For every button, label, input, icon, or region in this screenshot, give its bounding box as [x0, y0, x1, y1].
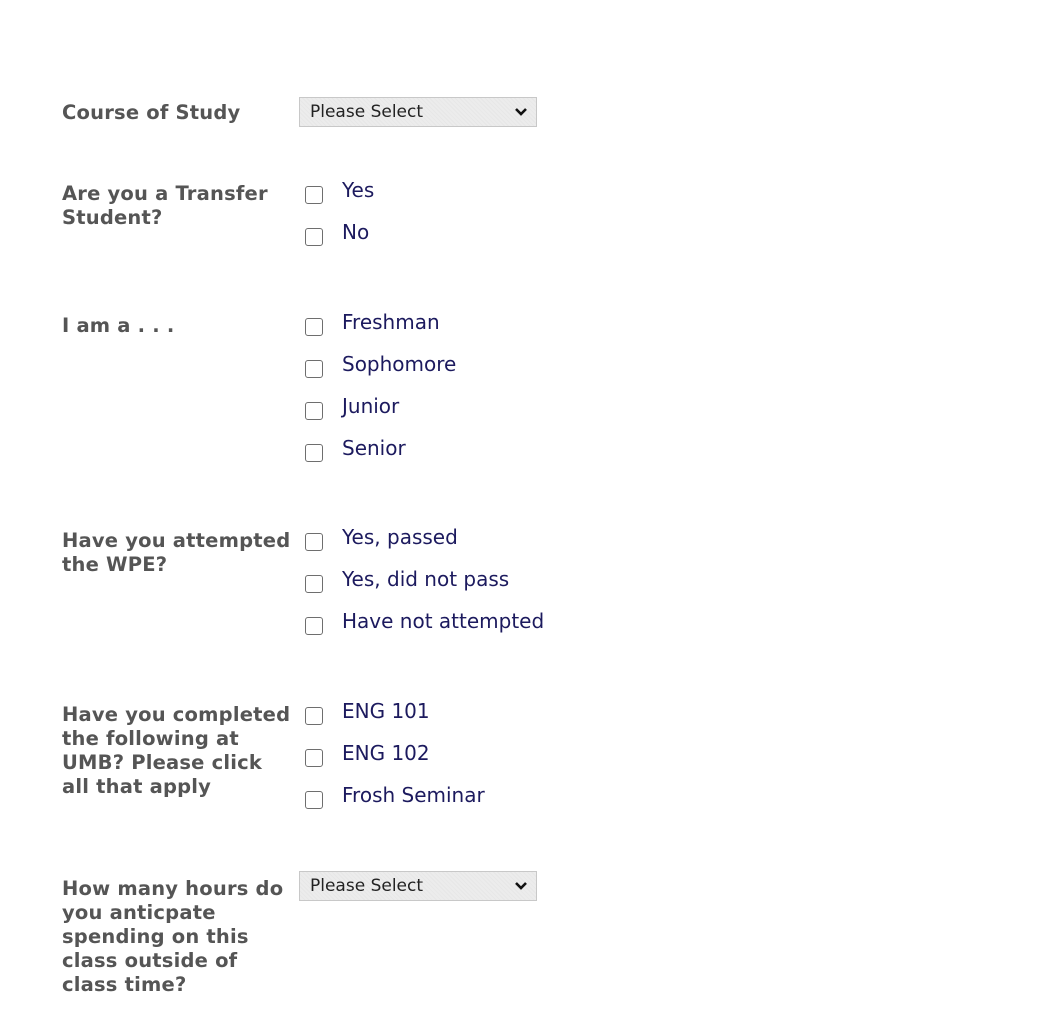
- option-label: Junior: [342, 394, 400, 418]
- option-label: Sophomore: [342, 352, 457, 376]
- chevron-down-icon: [514, 880, 528, 892]
- option-label: ENG 102: [342, 741, 430, 765]
- option-label: Senior: [342, 436, 406, 460]
- select-value: Please Select: [310, 876, 424, 896]
- select-value: Please Select: [310, 102, 424, 122]
- course-of-study-label: Course of Study: [62, 101, 241, 124]
- option-label: Yes, did not pass: [342, 567, 510, 591]
- checkbox[interactable]: [305, 533, 323, 551]
- checkbox[interactable]: [305, 360, 323, 378]
- option-label: Freshman: [342, 310, 440, 334]
- course-of-study-select[interactable]: [299, 97, 537, 127]
- option-label: Yes, passed: [342, 525, 458, 549]
- checkbox[interactable]: [305, 444, 323, 462]
- checkbox[interactable]: [305, 186, 323, 204]
- transfer-student-label: Are you a Transfer Student?: [62, 182, 268, 229]
- checkbox[interactable]: [305, 617, 323, 635]
- option-label: Yes: [342, 178, 375, 202]
- checkbox[interactable]: [305, 707, 323, 725]
- chevron-down-icon: [514, 106, 528, 118]
- checkbox[interactable]: [305, 749, 323, 767]
- option-label: Frosh Seminar: [342, 783, 485, 807]
- option-label: ENG 101: [342, 699, 430, 723]
- checkbox[interactable]: [305, 318, 323, 336]
- wpe-label: Have you attempted the WPE?: [62, 529, 291, 576]
- option-label: Have not attempted: [342, 609, 545, 633]
- hours-outside-class-label: How many hours do you anticpate spending on this class outside of class time?: [62, 877, 284, 996]
- checkbox[interactable]: [305, 575, 323, 593]
- checkbox[interactable]: [305, 228, 323, 246]
- completed-courses-label: Have you completed the following at UMB? Please click all that apply: [62, 703, 291, 798]
- hours-outside-class-select[interactable]: [299, 871, 537, 901]
- checkbox[interactable]: [305, 791, 323, 809]
- option-label: No: [342, 220, 370, 244]
- class-year-label: I am a . . .: [62, 314, 175, 337]
- checkbox[interactable]: [305, 402, 323, 420]
